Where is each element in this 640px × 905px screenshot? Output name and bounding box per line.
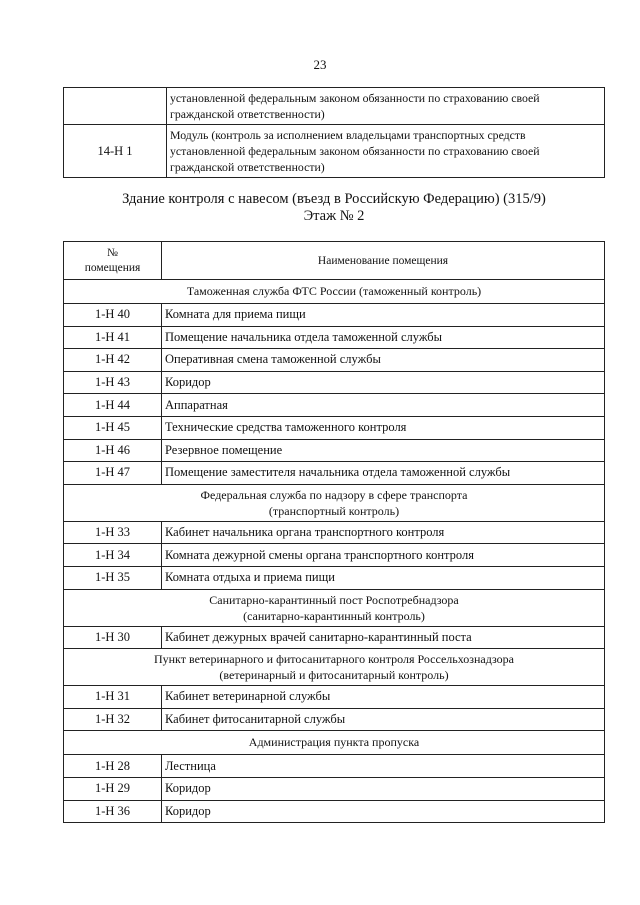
room-number: 1-Н 40 (64, 304, 162, 327)
table-row (64, 544, 605, 567)
room-name: Помещение заместителя начальника отдела таможенной службы (162, 462, 605, 485)
room-name: Помещение начальника отдела таможенной службы (162, 326, 605, 349)
table-row (64, 349, 605, 372)
room-number: 1-Н 42 (64, 349, 162, 372)
group-title (64, 280, 605, 304)
group-title-line: Таможенная служба ФТС России (таможенный контроль) (186, 284, 482, 298)
description-line: установленной федеральным законом обязанности по страхованию своей (170, 91, 540, 105)
room-number: 1-Н 33 (64, 521, 162, 544)
table-row (64, 125, 605, 178)
description-line: гражданской ответственности) (170, 160, 325, 174)
room-number: 1-Н 41 (64, 326, 162, 349)
room-number: 1-Н 44 (64, 394, 162, 417)
table-row (64, 755, 605, 778)
room-name: Аппаратная (162, 394, 605, 417)
table-row (64, 394, 605, 417)
room-code (64, 88, 167, 125)
table-row (64, 566, 605, 589)
room-name: Оперативная смена таможенной службы (162, 349, 605, 372)
header-text: № (107, 246, 118, 259)
table-row (64, 686, 605, 709)
building-title: Здание контроля с навесом (въезд в Российскую Федерацию) (315/9) (122, 191, 546, 207)
table-row (64, 88, 605, 125)
group-title (64, 589, 605, 626)
column-header-number (64, 242, 162, 280)
table-row (64, 416, 605, 439)
room-number: 1-Н 46 (64, 439, 162, 462)
room-name: Комната для приема пищи (162, 304, 605, 327)
room-name: Кабинет ветеринарной службы (162, 686, 605, 709)
room-name: Кабинет дежурных врачей санитарно-карантинный поста (162, 626, 605, 649)
group-header-row (64, 649, 605, 686)
table-row (64, 777, 605, 800)
room-number: 1-Н 35 (64, 566, 162, 589)
group-title-line: Санитарно-карантинный пост Роспотребнадзора (209, 592, 459, 607)
page-number: 23 (313, 57, 327, 72)
room-number: 1-Н 29 (64, 777, 162, 800)
group-title-line: (ветеринарный и фитосанитарный контроль) (219, 668, 449, 683)
room-description (167, 125, 605, 178)
table-row (64, 708, 605, 731)
group-title (64, 649, 605, 686)
table-row (64, 800, 605, 823)
room-description (167, 88, 605, 125)
room-code: 14-Н 1 (64, 125, 167, 178)
room-name: Кабинет начальника органа транспортного контроля (162, 521, 605, 544)
description-line: установленной федеральным законом обязанности по страхованию своей (170, 144, 540, 158)
group-header-row (64, 280, 605, 304)
description-line: гражданской ответственности) (170, 107, 325, 121)
group-header-row (64, 589, 605, 626)
room-number: 1-Н 30 (64, 626, 162, 649)
floor-title: Этаж № 2 (303, 208, 365, 224)
room-name: Комната дежурной смены органа транспортного контроля (162, 544, 605, 567)
section-heading (63, 191, 605, 225)
table-row (64, 439, 605, 462)
room-number: 1-Н 47 (64, 462, 162, 485)
table-row (64, 326, 605, 349)
room-number: 1-Н 36 (64, 800, 162, 823)
table-row (64, 371, 605, 394)
room-number: 1-Н 43 (64, 371, 162, 394)
column-header-name: Наименование помещения (162, 242, 605, 280)
group-title (64, 484, 605, 521)
room-number: 1-Н 31 (64, 686, 162, 709)
table-row (64, 304, 605, 327)
continued-table (63, 87, 605, 178)
room-name: Коридор (162, 800, 605, 823)
table-row (64, 521, 605, 544)
room-name: Коридор (162, 371, 605, 394)
room-number: 1-Н 32 (64, 708, 162, 731)
room-number: 1-Н 28 (64, 755, 162, 778)
room-name: Кабинет фитосанитарной службы (162, 708, 605, 731)
rooms-table-body (64, 280, 605, 823)
group-title-line: (санитарно-карантинный контроль) (243, 608, 425, 623)
group-title (64, 731, 605, 755)
group-title-line: (транспортный контроль) (268, 503, 400, 518)
room-number: 1-Н 34 (64, 544, 162, 567)
group-header-row (64, 731, 605, 755)
table-row (64, 626, 605, 649)
description-line: Модуль (контроль за исполнением владельцами транспортных средств (170, 128, 526, 142)
room-name: Коридор (162, 777, 605, 800)
group-title-line: Федеральная служба по надзору в сфере транспорта (200, 487, 468, 502)
group-title-line: Администрация пункта пропуска (248, 735, 420, 750)
room-name: Технические средства таможенного контроля (162, 416, 605, 439)
rooms-table (63, 241, 605, 823)
room-name: Лестница (162, 755, 605, 778)
room-name: Резервное помещение (162, 439, 605, 462)
room-name: Комната отдыха и приема пищи (162, 566, 605, 589)
room-number: 1-Н 45 (64, 416, 162, 439)
table-header-row (64, 242, 605, 280)
table-row (64, 462, 605, 485)
group-title-line: Пункт ветеринарного и фитосанитарного контроля Россельхознадзора (153, 652, 515, 667)
group-header-row (64, 484, 605, 521)
header-text: помещения (84, 261, 141, 274)
